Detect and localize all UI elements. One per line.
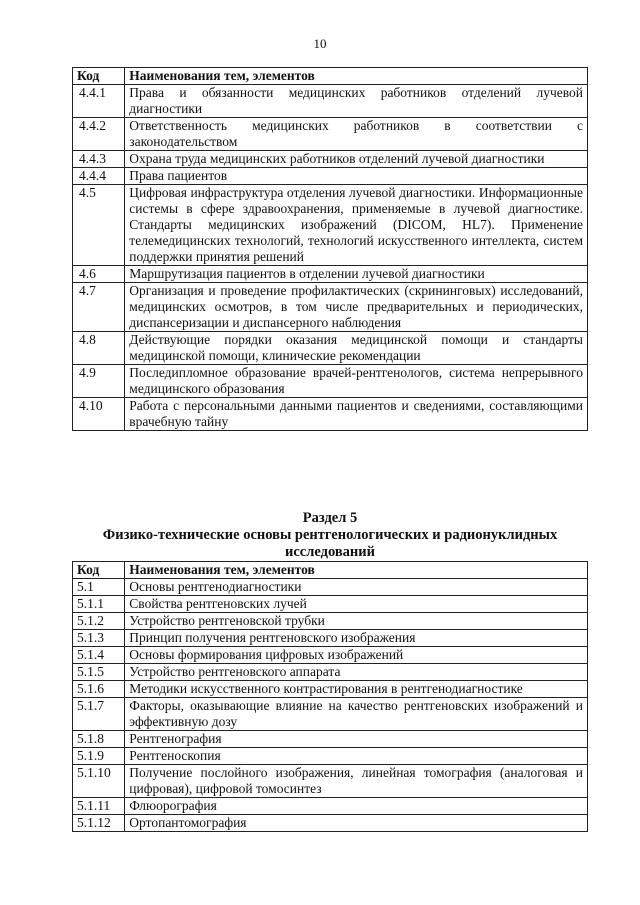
row-code: 5.1.4 — [73, 647, 125, 664]
table-row — [73, 365, 588, 398]
table-row — [73, 332, 588, 365]
table-header-row — [73, 562, 588, 579]
row-name: Права и обязанности медицинских работников отделений лучевой диагностики — [125, 85, 588, 118]
table-row — [73, 185, 588, 266]
row-name: Получение послойного изображения, линейная томография (аналоговая и цифровая), цифровой томосинтез — [125, 765, 588, 798]
row-name: Последипломное образование врачей-рентгенологов, система непрерывного медицинского образования — [125, 365, 588, 398]
row-name: Устройство рентгеновской трубки — [125, 613, 588, 630]
row-name: Охрана труда медицинских работников отделений лучевой диагностики — [125, 151, 588, 168]
section-subtitle: Физико-технические основы рентгенологических и радионуклидных исследований — [102, 527, 558, 560]
row-code: 5.1.12 — [73, 815, 125, 832]
row-name: Рентгенография — [125, 731, 588, 748]
table-row — [73, 765, 588, 798]
table-row — [73, 798, 588, 815]
table-row — [73, 647, 588, 664]
topics-table-section-5 — [72, 561, 588, 832]
row-name: Флюорография — [125, 798, 588, 815]
row-name: Основы рентгенодиагностики — [125, 579, 588, 596]
row-code: 5.1.9 — [73, 748, 125, 765]
row-code: 4.10 — [73, 398, 125, 431]
row-code: 5.1.5 — [73, 664, 125, 681]
row-name: Действующие порядки оказания медицинской помощи и стандарты медицинской помощи, клинические рекомендации — [125, 332, 588, 365]
row-name: Принцип получения рентгеновского изображения — [125, 630, 588, 647]
header-code: Код — [73, 68, 125, 85]
row-code: 5.1.8 — [73, 731, 125, 748]
row-name: Ортопантомография — [125, 815, 588, 832]
row-code: 5.1.1 — [73, 596, 125, 613]
table-row — [73, 731, 588, 748]
row-name: Методики искусственного контрастирования в рентгенодиагностике — [125, 681, 588, 698]
header-name: Наименования тем, элементов — [125, 68, 588, 85]
row-code: 4.7 — [73, 283, 125, 332]
table-row — [73, 596, 588, 613]
row-code: 4.4.3 — [73, 151, 125, 168]
row-code: 4.6 — [73, 266, 125, 283]
row-name: Организация и проведение профилактических (скрининговых) исследований, медицинских осмотров, в том числе предварительных и периодических, диспансеризации и диспансерного наблюдения — [125, 283, 588, 332]
table-row — [73, 118, 588, 151]
row-name: Свойства рентгеновских лучей — [125, 596, 588, 613]
row-name: Рентгеноскопия — [125, 748, 588, 765]
header-name: Наименования тем, элементов — [125, 562, 588, 579]
table-row — [73, 681, 588, 698]
row-name: Права пациентов — [125, 168, 588, 185]
table-row — [73, 85, 588, 118]
header-code: Код — [73, 562, 125, 579]
row-code: 5.1 — [73, 579, 125, 596]
row-code: 4.9 — [73, 365, 125, 398]
row-name: Устройство рентгеновского аппарата — [125, 664, 588, 681]
topics-table-section-4 — [72, 67, 588, 431]
row-name: Ответственность медицинских работников в соответствии с законодательством — [125, 118, 588, 151]
row-code: 5.1.10 — [73, 765, 125, 798]
table-row — [73, 579, 588, 596]
row-code: 5.1.2 — [73, 613, 125, 630]
row-name: Маршрутизация пациентов в отделении лучевой диагностики — [125, 266, 588, 283]
table-row — [73, 815, 588, 832]
row-name: Цифровая инфраструктура отделения лучевой диагностики. Информационные системы в сфере здравоохранения, применяемые в лучевой диагностике. Стандарты медицинских изображений (DICOM, HL7). Применение телемедицинских технологий, технологий искусственного интеллекта, систем поддержки принятия решений — [125, 185, 588, 266]
table-row — [73, 398, 588, 431]
row-code: 4.8 — [73, 332, 125, 365]
page-number: 10 — [313, 36, 327, 51]
row-code: 5.1.3 — [73, 630, 125, 647]
table-row — [73, 630, 588, 647]
row-name: Работа с персональными данными пациентов и сведениями, составляющими врачебную тайну — [125, 398, 588, 431]
row-code: 5.1.11 — [73, 798, 125, 815]
row-code: 4.4.1 — [73, 85, 125, 118]
table-row — [73, 151, 588, 168]
row-code: 4.4.2 — [73, 118, 125, 151]
table-row — [73, 266, 588, 283]
row-code: 5.1.7 — [73, 698, 125, 731]
row-code: 4.5 — [73, 185, 125, 266]
row-code: 5.1.6 — [73, 681, 125, 698]
table-row — [73, 168, 588, 185]
table-header-row — [73, 68, 588, 85]
table-row — [73, 698, 588, 731]
section-title: Раздел 5 — [302, 510, 358, 526]
table-row — [73, 748, 588, 765]
table-row — [73, 613, 588, 630]
row-name: Основы формирования цифровых изображений — [125, 647, 588, 664]
table-row — [73, 664, 588, 681]
table-row — [73, 283, 588, 332]
row-name: Факторы, оказывающие влияние на качество рентгеновских изображений и эффективную дозу — [125, 698, 588, 731]
row-code: 4.4.4 — [73, 168, 125, 185]
